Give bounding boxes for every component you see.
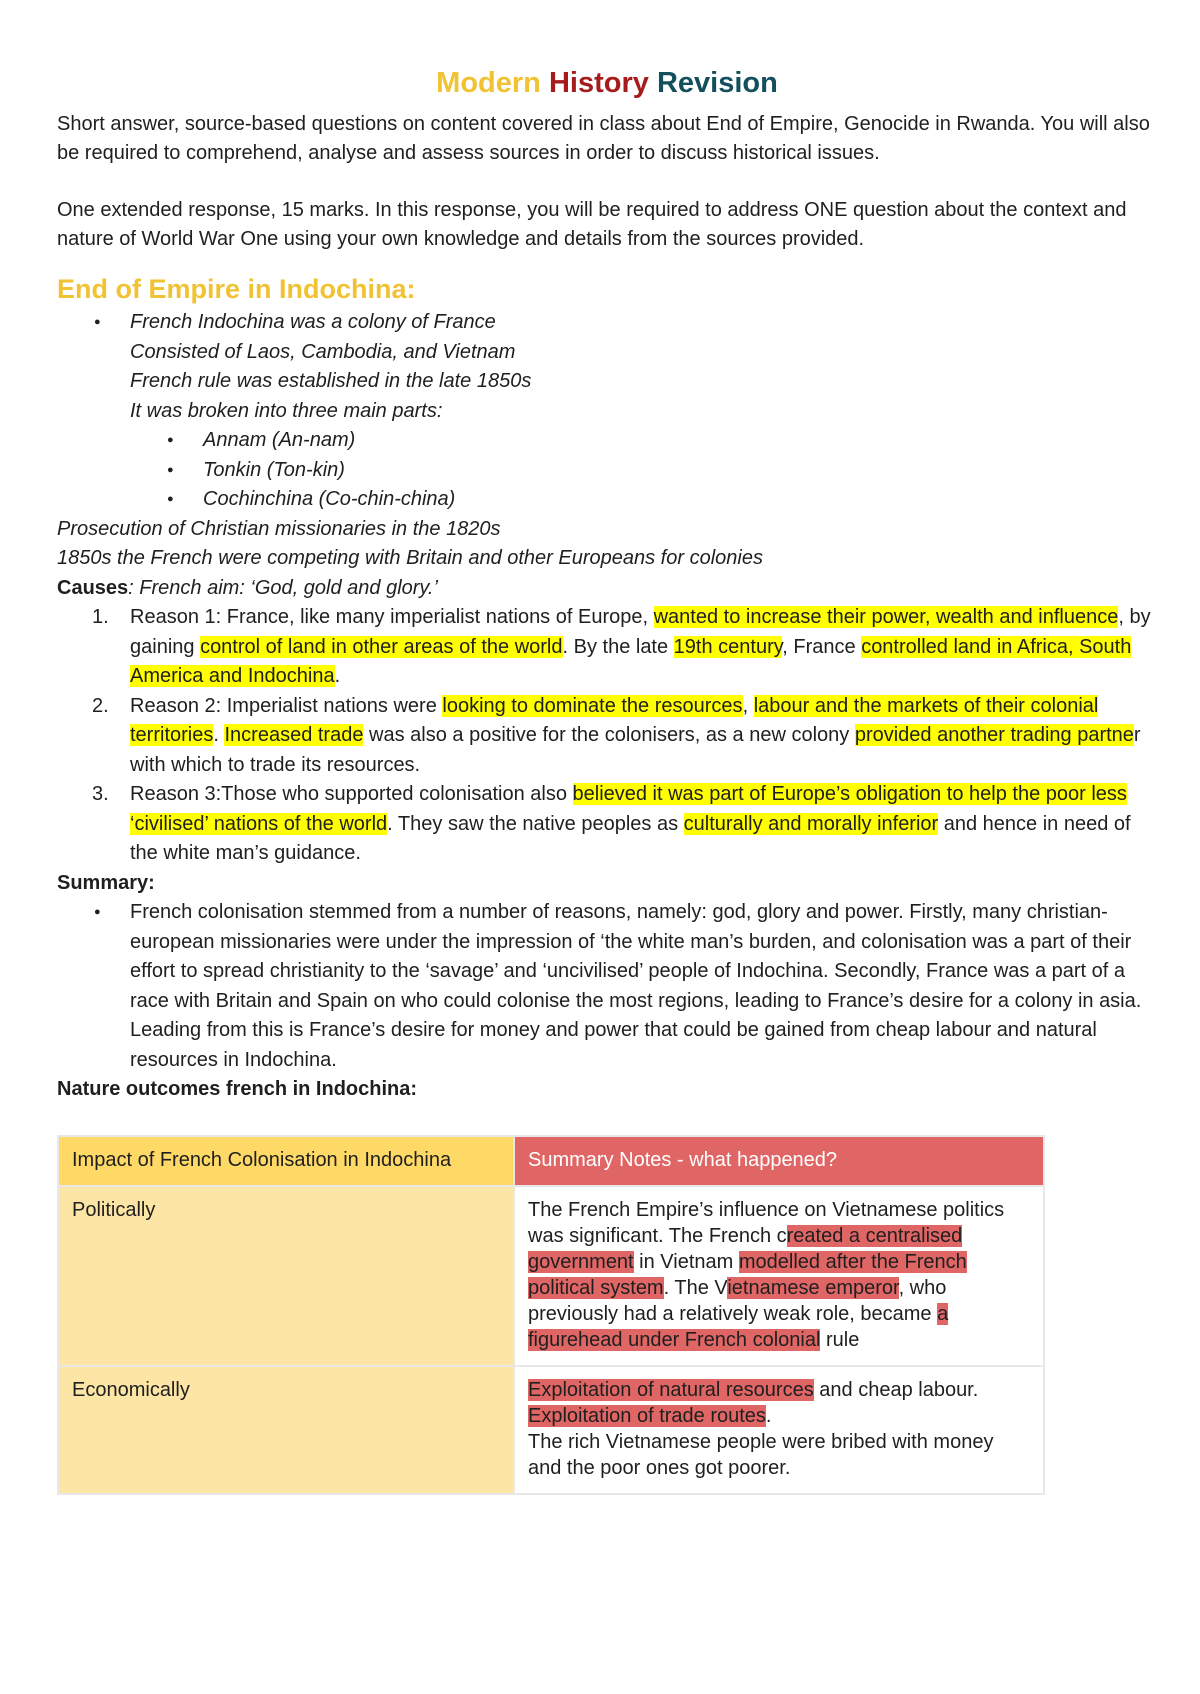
title-word-revision: Revision: [656, 67, 778, 99]
highlight: culturally and morally inferior: [683, 812, 939, 835]
bullet-line: ● French Indochina was a colony of France: [130, 308, 1157, 338]
row-notes: The French Empire’s influence on Vietnamese politics was significant. The French created a centralised government in Vietnam modelled after the French political system. The Vietnamese emperor, who previously had a relatively weak role, became a figurehead under French colonial rule: [514, 1186, 1044, 1366]
prosecution-line: Prosecution of Christian missionaries in the 1820s: [57, 517, 501, 540]
causes-text: : French aim: ‘God, gold and glory.’: [128, 576, 438, 599]
bullet-line: It was broken into three main parts:: [130, 399, 443, 422]
intro-paragraph-1: Short answer, source-based questions on content covered in class about End of Empire, Genocide in Rwanda. You will also be required to comprehend, analyse and assess sources in order to discuss historical issues.: [57, 113, 1150, 164]
summary-list: [130, 898, 1157, 1075]
highlight: looking to dominate the resources: [442, 694, 743, 717]
parts-list: [203, 426, 1157, 515]
list-item: ● Cochinchina (Co-chin-china): [203, 485, 1157, 515]
highlight: control of land in other areas of the world: [200, 635, 563, 658]
highlight: ietnamese emperor: [727, 1276, 899, 1299]
reasons-list: [92, 603, 1157, 869]
nature-label: Nature outcomes french in Indochina:: [57, 1078, 418, 1100]
highlight: provided another trading partne: [854, 724, 1134, 746]
list-item: ● Annam (An-nam): [203, 426, 1157, 456]
impact-table: [57, 1135, 1045, 1495]
highlight: Exploitation of trade routes: [528, 1404, 766, 1427]
highlight: wanted to increase their power, wealth and influence: [653, 606, 1119, 628]
list-number: 1.: [92, 606, 109, 628]
row-notes: Exploitation of natural resources and cheap labour. Exploitation of trade routes. The rich Vietnamese people were bribed with money and the poor ones got poorer.: [514, 1366, 1044, 1494]
highlight: Exploitation of natural resources: [528, 1378, 814, 1401]
summary-text: ● French colonisation stemmed from a number of reasons, namely: god, glory and power. Firstly, many christian-european missionaries were under the impression of ‘the white man’s burden, and colonisation was a part of their effort to spread christianity to the ‘savage’ and ‘uncivilised’ people of Indochina. Secondly, France was a part of a race with Britain and Spain on who could colonise the most regions, leading to France’s desire for a colony in asia. Leading from this is France’s desire for money and power that could be gained from cheap labour and natural resources in Indochina.: [130, 898, 1157, 1075]
highlight: labour and the markets of their colonial territories: [130, 694, 1099, 746]
indochina-bullet: [130, 308, 1157, 426]
page-title: [57, 66, 1157, 100]
causes-line: [57, 574, 1157, 604]
column-header: Summary Notes - what happened?: [514, 1136, 1044, 1186]
document-page: [57, 66, 1157, 1495]
table-header-row: [58, 1136, 1044, 1186]
highlight: believed it was part of Europe’s obligation to help the poor less ‘civilised’ nations of the world: [130, 783, 1127, 835]
bullet-line: Consisted of Laos, Cambodia, and Vietnam: [130, 340, 516, 363]
bullet-line: French rule was established in the late 1850s: [130, 370, 532, 392]
list-item: 2. Reason 2: Imperialist nations were looking to dominate the resources, labour and the markets of their colonial territories. Increased trade was also a positive for the colonisers, as a new colony provided another trading partner with which to trade its resources.: [130, 692, 1157, 781]
title-word-history: History: [548, 67, 649, 99]
list-item: 1. Reason 1: France, like many imperialist nations of Europe, wanted to increase their power, wealth and influence, by gaining control of land in other areas of the world. By the late 19th century, France controlled land in Africa, South America and Indochina.: [130, 603, 1157, 692]
row-label: Economically: [58, 1366, 514, 1494]
highlight: Increased trade: [224, 724, 364, 746]
intro-paragraph-2: One extended response, 15 marks. In this response, you will be required to address ONE question about the context and nature of World War One using your own knowledge and details from the sources provided.: [57, 199, 1127, 250]
highlight: controlled land in Africa, South America and Indochina: [130, 635, 1132, 687]
highlight: reated a centralised government: [528, 1224, 963, 1273]
list-number: 2.: [92, 694, 109, 717]
highlight: 19th century: [673, 635, 783, 658]
table-row: [58, 1186, 1044, 1366]
highlight: a figurehead under French colonial: [528, 1302, 949, 1351]
highlight: modelled after the French political system: [528, 1250, 967, 1299]
list-number: 3.: [92, 783, 109, 805]
competition-line: 1850s the French were competing with Britain and other Europeans for colonies: [57, 547, 763, 569]
list-item: 3. Reason 3:Those who supported colonisation also believed it was part of Europe’s obligation to help the poor less ‘civilised’ nations of the world. They saw the native peoples as culturally and morally inferior and hence in need of the white man’s guidance.: [130, 780, 1157, 869]
table-row: [58, 1366, 1044, 1494]
title-word-modern: Modern: [436, 67, 541, 99]
causes-label: Causes: [57, 576, 129, 599]
summary-label: Summary:: [57, 871, 155, 894]
column-header: Impact of French Colonisation in Indochina: [58, 1136, 514, 1186]
row-label: Politically: [58, 1186, 514, 1366]
list-item: ● Tonkin (Ton-kin): [203, 456, 1157, 486]
section-heading: End of Empire in Indochina:: [57, 274, 416, 304]
